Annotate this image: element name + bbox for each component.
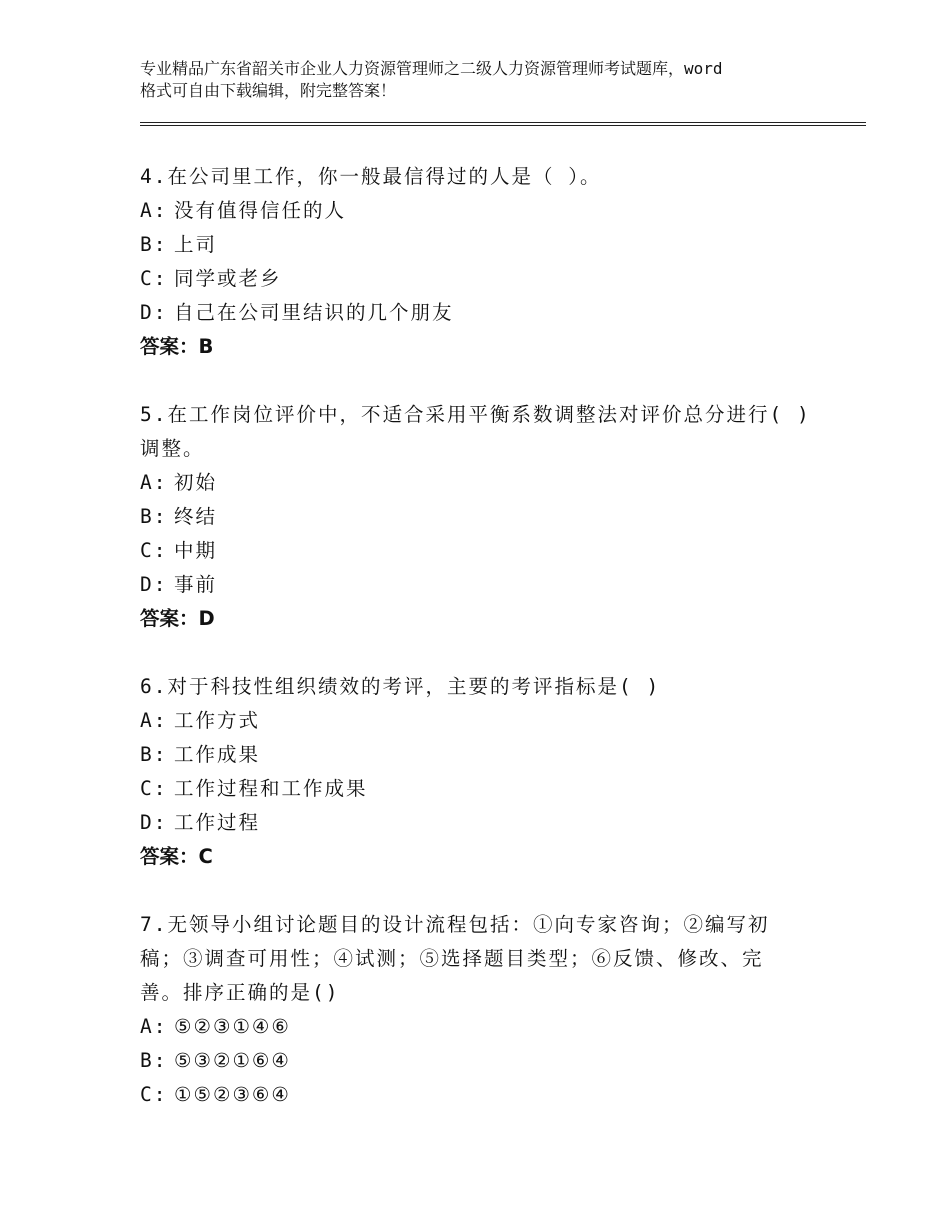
question-stem-continued: 调整。 [140,437,205,460]
option-a [140,194,840,228]
question-stem-continued: 稿；③调查可用性；④试测；⑤选择题目类型；⑥反馈、修改、完 [140,947,764,970]
question-stem-continued: 善。排序正确的是() [140,981,340,1004]
option-letter: D: [140,811,168,834]
option-letter: B: [140,743,168,766]
option-b [140,228,840,262]
option-text: ⑤②③①④⑥ [174,1015,291,1038]
answer-line: 答案：B [140,335,214,358]
question-block [140,160,840,364]
header-line-1: 专业精品广东省韶关市企业人力资源管理师之二级人力资源管理师考试题库，word [140,59,723,78]
option-letter: A: [140,1015,168,1038]
option-text: ⑤③②①⑥④ [174,1049,291,1072]
option-text: 自己在公司里结识的几个朋友 [174,301,454,324]
option-letter: B: [140,233,168,256]
header-line-2: 格式可自由下载编辑，附完整答案！ [140,81,397,100]
question-stem: 5.在工作岗位评价中，不适合采用平衡系数调整法对评价总分进行( ) [140,403,811,426]
option-text: 工作过程 [174,811,261,834]
option-a [140,704,840,738]
option-letter: D: [140,301,168,324]
document-header [140,58,840,102]
option-c [140,262,840,296]
option-letter: A: [140,199,168,222]
answer-line: 答案：D [140,607,215,630]
question-list [140,160,840,1112]
option-d [140,806,840,840]
option-a [140,1010,840,1044]
option-b [140,500,840,534]
option-text: 上司 [174,233,218,256]
option-d [140,568,840,602]
option-text: 同学或老乡 [174,267,282,290]
question-block [140,670,840,874]
option-text: 没有值得信任的人 [174,199,347,222]
option-text: 工作方式 [174,709,261,732]
option-text: 终结 [174,505,218,528]
option-letter: B: [140,505,168,528]
option-c [140,534,840,568]
answer-line: 答案：C [140,845,213,868]
option-c [140,772,840,806]
question-block [140,908,840,1112]
option-letter: D: [140,573,168,596]
option-letter: A: [140,709,168,732]
option-letter: C: [140,267,168,290]
question-block [140,398,840,636]
option-text: 初始 [174,471,218,494]
option-letter: A: [140,471,168,494]
header-divider-top [140,122,866,123]
option-letter: C: [140,1083,168,1106]
question-stem: 4.在公司里工作，你一般最信得过的人是（ ）。 [140,165,602,188]
option-b [140,1044,840,1078]
question-stem: 7.无领导小组讨论题目的设计流程包括：①向专家咨询；②编写初 [140,913,770,936]
option-letter: C: [140,777,168,800]
question-stem: 6.对于科技性组织绩效的考评，主要的考评指标是( ) [140,675,661,698]
option-b [140,738,840,772]
option-text: 工作成果 [174,743,261,766]
option-letter: B: [140,1049,168,1072]
option-text: 事前 [174,573,218,596]
option-c [140,1078,840,1112]
option-text: 中期 [174,539,218,562]
option-text: 工作过程和工作成果 [174,777,368,800]
option-text: ①⑤②③⑥④ [174,1083,291,1106]
option-d [140,296,840,330]
option-a [140,466,840,500]
header-divider-bottom [140,125,866,126]
option-letter: C: [140,539,168,562]
